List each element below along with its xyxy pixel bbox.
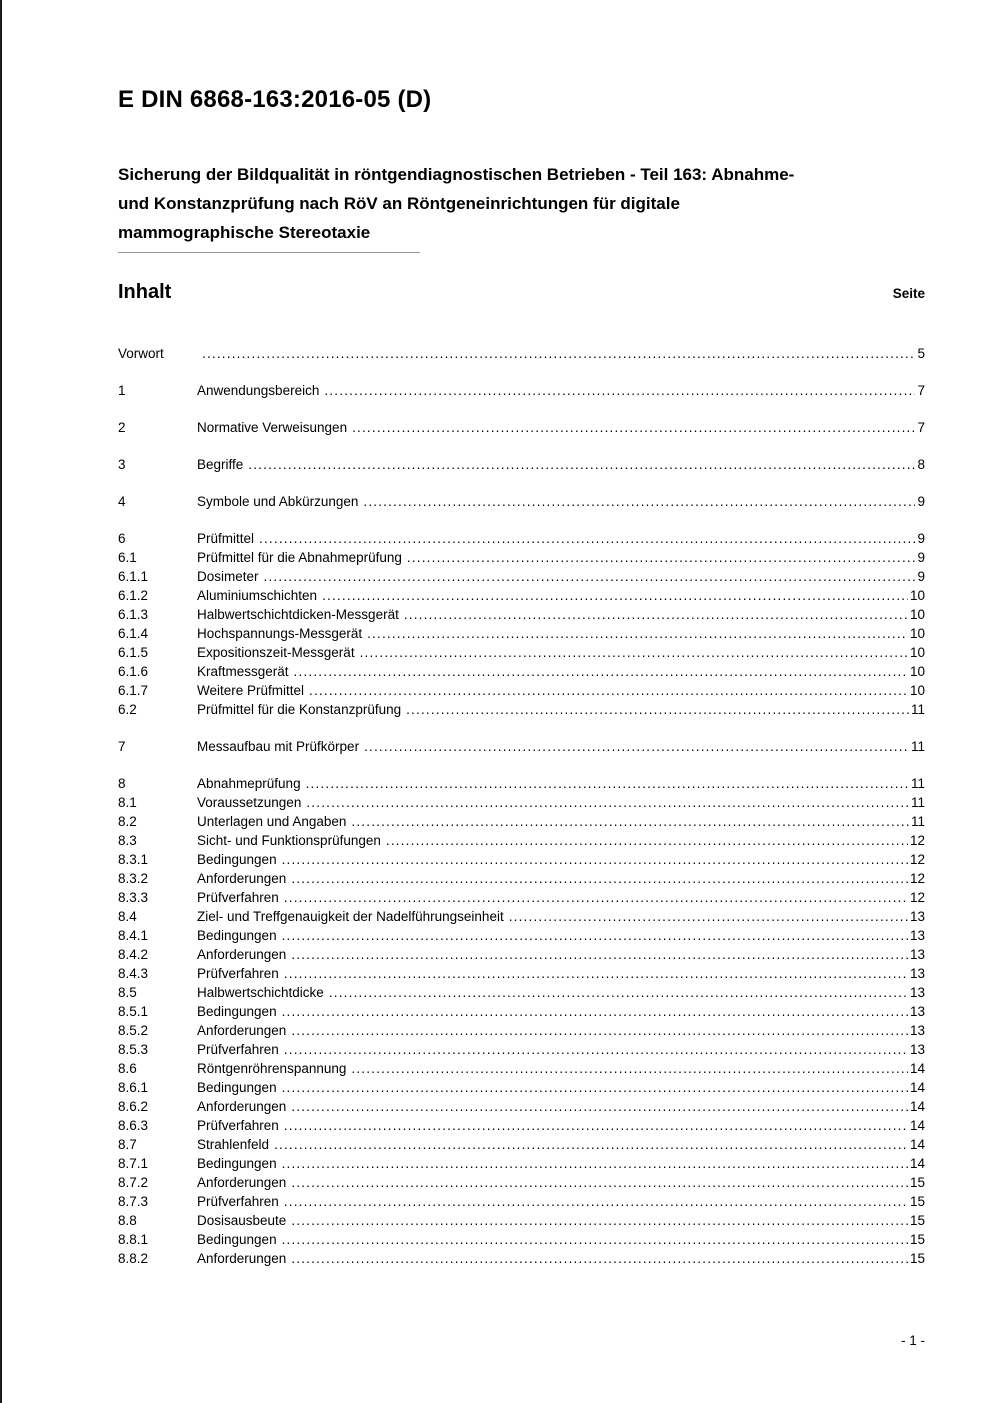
toc-dot-leader — [309, 681, 908, 700]
toc-entry[interactable] — [118, 700, 925, 719]
toc-entry-number: 8.8 — [118, 1212, 137, 1228]
toc-list — [118, 344, 925, 1268]
toc-dot-leader — [291, 1097, 908, 1116]
toc-dot-leader — [352, 418, 915, 437]
toc-entry[interactable] — [118, 1078, 925, 1097]
toc-entry-page: 14 — [909, 1079, 925, 1095]
toc-entry-page: 15 — [909, 1231, 925, 1247]
toc-entry-page: 11 — [910, 794, 925, 810]
toc-entry-page: 10 — [909, 625, 925, 641]
subtitle-line-1: Sicherung der Bildqualität in röntgendiagnostischen Betrieben - Teil 163: Abnahme- — [118, 164, 795, 184]
toc-entry-number: 8.8.2 — [118, 1250, 149, 1266]
toc-entry-number: 6.1.6 — [118, 663, 149, 679]
toc-dot-leader — [202, 344, 915, 363]
toc-dot-leader — [291, 869, 908, 888]
toc-entry-page: 14 — [909, 1136, 925, 1152]
toc-entry-label: Anforderungen — [197, 1174, 287, 1190]
toc-dot-leader — [351, 812, 909, 831]
toc-dot-leader — [291, 1211, 908, 1230]
toc-entry[interactable] — [118, 888, 925, 907]
toc-entry-number: 8.4.3 — [118, 965, 149, 981]
toc-entry-number: 2 — [118, 419, 126, 435]
toc-entry[interactable] — [118, 850, 925, 869]
toc-entry-number: 1 — [118, 382, 126, 398]
toc-entry-label: Röntgenröhrenspannung — [197, 1060, 347, 1076]
toc-entry-page: 13 — [909, 946, 925, 962]
toc-dot-leader — [406, 700, 909, 719]
toc-header — [118, 281, 925, 304]
toc-entry-number: 8.3 — [118, 832, 137, 848]
toc-entry-number: 6.1.5 — [118, 644, 149, 660]
toc-entry-number: 8.3.1 — [118, 851, 149, 867]
toc-dot-leader — [363, 492, 915, 511]
footer-page-number: - 1 - — [900, 1333, 925, 1348]
toc-dot-leader — [284, 1116, 908, 1135]
toc-entry-page: 12 — [909, 870, 925, 886]
toc-dot-leader — [329, 983, 908, 1002]
toc-dot-leader — [282, 1078, 908, 1097]
toc-entry-page: 13 — [909, 1041, 925, 1057]
toc-entry[interactable] — [118, 945, 925, 964]
toc-entry-page: 14 — [909, 1155, 925, 1171]
toc-entry-page: 13 — [909, 927, 925, 943]
toc-entry-number: 8.7.1 — [118, 1155, 149, 1171]
toc-entry-number: Vorwort — [118, 345, 164, 361]
toc-dot-leader — [291, 1021, 908, 1040]
toc-entry-label: Bedingungen — [197, 927, 277, 943]
toc-dot-leader — [509, 907, 908, 926]
toc-entry-label: Anforderungen — [197, 870, 287, 886]
toc-dot-leader — [291, 945, 908, 964]
toc-entry-number: 8.7.2 — [118, 1174, 149, 1190]
toc-entry-label: Prüfmittel für die Abnahmeprüfung — [197, 549, 402, 565]
toc-entry-label: Halbwertschichtdicken-Messgerät — [197, 606, 399, 622]
toc-entry-page: 15 — [909, 1193, 925, 1209]
toc-entry-label: Anforderungen — [197, 1098, 287, 1114]
toc-entry-page: 10 — [909, 663, 925, 679]
toc-entry-number: 8.7 — [118, 1136, 137, 1152]
toc-entry-label: Prüfverfahren — [197, 1117, 279, 1133]
toc-dot-leader — [274, 1135, 908, 1154]
toc-entry-label: Bedingungen — [197, 851, 277, 867]
toc-dot-leader — [360, 643, 908, 662]
toc-dot-leader — [386, 831, 908, 850]
toc-entry-page: 7 — [917, 382, 925, 398]
toc-entry-number: 8.5.3 — [118, 1041, 149, 1057]
toc-entry[interactable] — [118, 605, 925, 624]
toc-dot-leader — [294, 662, 908, 681]
toc-entry[interactable] — [118, 1040, 925, 1059]
toc-entry-label: Aluminiumschichten — [197, 587, 318, 603]
toc-entry-page: 15 — [909, 1174, 925, 1190]
toc-dot-leader — [264, 567, 916, 586]
toc-dot-leader — [282, 926, 908, 945]
toc-entry-number: 8 — [118, 775, 126, 791]
toc-entry[interactable] — [118, 548, 925, 567]
toc-entry[interactable] — [118, 926, 925, 945]
toc-dot-leader — [282, 1002, 908, 1021]
toc-entry[interactable] — [118, 1002, 925, 1021]
toc-dot-leader — [291, 1173, 908, 1192]
toc-entry-number: 8.5.2 — [118, 1022, 149, 1038]
toc-entry-label: Prüfverfahren — [197, 889, 279, 905]
toc-dot-leader — [282, 850, 908, 869]
toc-entry-number: 8.3.3 — [118, 889, 149, 905]
toc-entry-label: Kraftmessgerät — [197, 663, 289, 679]
toc-dot-leader — [364, 737, 909, 756]
toc-entry-number: 4 — [118, 493, 126, 509]
toc-entry-page: 10 — [909, 644, 925, 660]
toc-entry[interactable] — [118, 831, 925, 850]
toc-entry-number: 8.4 — [118, 908, 137, 924]
toc-dot-leader — [284, 888, 908, 907]
toc-entry[interactable] — [118, 586, 925, 605]
toc-entry-label: Prüfverfahren — [197, 1041, 279, 1057]
toc-entry-number: 6.1.1 — [118, 568, 149, 584]
toc-dot-leader — [322, 586, 908, 605]
toc-entry-page: 9 — [917, 493, 925, 509]
toc-entry-page: 13 — [909, 1022, 925, 1038]
toc-entry-label: Expositionszeit-Messgerät — [197, 644, 355, 660]
toc-entry-page: 13 — [909, 965, 925, 981]
toc-entry[interactable] — [118, 624, 925, 643]
toc-dot-leader — [284, 1040, 908, 1059]
toc-entry[interactable] — [118, 643, 925, 662]
toc-entry-page: 11 — [910, 701, 925, 717]
toc-entry-page: 14 — [909, 1117, 925, 1133]
toc-entry-number: 8.6.3 — [118, 1117, 149, 1133]
scan-edge-line — [0, 0, 2, 1403]
toc-entry-page: 11 — [910, 738, 925, 754]
toc-entry-page: 15 — [909, 1212, 925, 1228]
toc-entry[interactable] — [118, 662, 925, 681]
toc-entry[interactable] — [118, 1097, 925, 1116]
toc-entry-page: 13 — [909, 1003, 925, 1019]
toc-dot-leader — [351, 1059, 908, 1078]
toc-entry-label: Begriffe — [197, 456, 244, 472]
toc-dot-leader — [324, 381, 915, 400]
toc-entry-number: 6.1.2 — [118, 587, 149, 603]
toc-entry[interactable] — [118, 964, 925, 983]
toc-entry-label: Prüfmittel — [197, 530, 255, 546]
toc-entry-label: Messaufbau mit Prüfkörper — [197, 738, 360, 754]
toc-entry-label: Bedingungen — [197, 1231, 277, 1247]
toc-dot-leader — [284, 1192, 908, 1211]
toc-entry-label: Voraussetzungen — [197, 794, 302, 810]
subtitle-line-2: und Konstanzprüfung nach RöV an Röntgeneinrichtungen für digitale — [118, 193, 680, 213]
toc-entry-label: Anforderungen — [197, 1022, 287, 1038]
toc-entry[interactable] — [118, 1135, 925, 1154]
toc-entry[interactable] — [118, 492, 925, 511]
toc-entry-page: 10 — [909, 606, 925, 622]
toc-entry-label: Bedingungen — [197, 1003, 277, 1019]
toc-dot-leader — [259, 529, 915, 548]
toc-entry-page: 11 — [910, 775, 925, 791]
toc-entry-number: 8.6 — [118, 1060, 137, 1076]
toc-dot-leader — [282, 1154, 908, 1173]
toc-entry[interactable] — [118, 344, 925, 363]
toc-entry-number: 6 — [118, 530, 126, 546]
toc-entry[interactable] — [118, 1154, 925, 1173]
toc-entry[interactable] — [118, 1059, 925, 1078]
toc-entry-page: 15 — [909, 1250, 925, 1266]
toc-entry[interactable] — [118, 907, 925, 926]
toc-entry-number: 6.1.7 — [118, 682, 149, 698]
toc-entry-page: 10 — [909, 682, 925, 698]
toc-entry[interactable] — [118, 812, 925, 831]
toc-entry-page: 14 — [909, 1060, 925, 1076]
toc-entry[interactable] — [118, 774, 925, 793]
toc-entry-page: 7 — [917, 419, 925, 435]
toc-entry[interactable] — [118, 381, 925, 400]
toc-entry-label: Anforderungen — [197, 1250, 287, 1266]
toc-entry-label: Halbwertschichtdicke — [197, 984, 324, 1000]
subtitle-line-3: mammographische Stereotaxie — [118, 222, 371, 242]
toc-entry-label: Sicht- und Funktionsprüfungen — [197, 832, 381, 848]
toc-entry-page: 14 — [909, 1098, 925, 1114]
toc-entry-label: Hochspannungs-Messgerät — [197, 625, 363, 641]
toc-entry-label: Dosimeter — [197, 568, 259, 584]
toc-entry-number: 8.1 — [118, 794, 137, 810]
toc-entry-page: 11 — [910, 813, 925, 829]
toc-entry-label: Ziel- und Treffgenauigkeit der Nadelführungseinheit — [197, 908, 504, 924]
toc-entry-number: 7 — [118, 738, 126, 754]
toc-entry[interactable] — [118, 737, 925, 756]
toc-entry[interactable] — [118, 1021, 925, 1040]
toc-entry-page: 8 — [917, 456, 925, 472]
toc-entry-number: 8.6.2 — [118, 1098, 149, 1114]
toc-entry-page: 13 — [909, 908, 925, 924]
toc-entry-label: Prüfmittel für die Konstanzprüfung — [197, 701, 402, 717]
toc-dot-leader — [284, 964, 908, 983]
toc-entry-label: Unterlagen und Angaben — [197, 813, 347, 829]
toc-entry[interactable] — [118, 681, 925, 700]
toc-entry[interactable] — [118, 567, 925, 586]
toc-entry-number: 8.5 — [118, 984, 137, 1000]
toc-entry-label: Normative Verweisungen — [197, 419, 348, 435]
toc-entry-number: 8.3.2 — [118, 870, 149, 886]
toc-entry-page: 10 — [909, 587, 925, 603]
page-column-label: Seite — [892, 285, 925, 301]
toc-entry[interactable] — [118, 1211, 925, 1230]
toc-entry-number: 8.2 — [118, 813, 137, 829]
toc-dot-leader — [306, 793, 909, 812]
toc-dot-leader — [291, 1249, 908, 1268]
toc-entry[interactable] — [118, 418, 925, 437]
toc-entry[interactable] — [118, 1230, 925, 1249]
toc-entry-page: 13 — [909, 984, 925, 1000]
toc-entry-label: Bedingungen — [197, 1079, 277, 1095]
toc-entry[interactable] — [118, 869, 925, 888]
toc-entry-page: 9 — [917, 568, 925, 584]
toc-entry-label: Symbole und Abkürzungen — [197, 493, 359, 509]
toc-entry-page: 12 — [909, 851, 925, 867]
toc-entry-page: 12 — [909, 832, 925, 848]
toc-entry-number: 6.2 — [118, 701, 137, 717]
title-rule — [118, 252, 420, 253]
toc-entry-label: Weitere Prüfmittel — [197, 682, 305, 698]
toc-heading: Inhalt — [118, 280, 172, 303]
toc-entry-number: 6.1 — [118, 549, 137, 565]
toc-dot-leader — [407, 548, 916, 567]
toc-entry[interactable] — [118, 1116, 925, 1135]
document-subtitle — [118, 160, 925, 247]
toc-dot-leader — [404, 605, 908, 624]
toc-entry-label: Anwendungsbereich — [197, 382, 320, 398]
toc-entry-label: Anforderungen — [197, 946, 287, 962]
toc-entry-label: Prüfverfahren — [197, 1193, 279, 1209]
toc-dot-leader — [248, 455, 915, 474]
toc-entry-number: 8.6.1 — [118, 1079, 149, 1095]
toc-entry-number: 8.4.1 — [118, 927, 149, 943]
toc-entry[interactable] — [118, 1173, 925, 1192]
toc-entry-number: 8.5.1 — [118, 1003, 149, 1019]
toc-entry[interactable] — [118, 455, 925, 474]
toc-entry-number: 8.4.2 — [118, 946, 149, 962]
toc-dot-leader — [282, 1230, 908, 1249]
toc-entry-number: 6.1.3 — [118, 606, 149, 622]
toc-entry-number: 8.8.1 — [118, 1231, 149, 1247]
toc-entry-label: Prüfverfahren — [197, 965, 279, 981]
toc-entry-label: Bedingungen — [197, 1155, 277, 1171]
toc-entry-page: 12 — [909, 889, 925, 905]
toc-entry[interactable] — [118, 793, 925, 812]
toc-entry-page: 5 — [917, 345, 925, 361]
toc-entry-page: 9 — [917, 530, 925, 546]
toc-entry[interactable] — [118, 983, 925, 1002]
toc-entry-label: Strahlenfeld — [197, 1136, 270, 1152]
toc-entry-number: 3 — [118, 456, 126, 472]
toc-entry[interactable] — [118, 1192, 925, 1211]
document-title: E DIN 6868-163:2016-05 (D) — [118, 86, 432, 113]
toc-entry[interactable] — [118, 529, 925, 548]
toc-dot-leader — [367, 624, 908, 643]
toc-entry-page: 9 — [917, 549, 925, 565]
toc-entry-label: Dosisausbeute — [197, 1212, 287, 1228]
toc-entry-number: 6.1.4 — [118, 625, 149, 641]
toc-entry[interactable] — [118, 1249, 925, 1268]
toc-dot-leader — [306, 774, 909, 793]
toc-entry-label: Abnahmeprüfung — [197, 775, 301, 791]
toc-entry-number: 8.7.3 — [118, 1193, 149, 1209]
